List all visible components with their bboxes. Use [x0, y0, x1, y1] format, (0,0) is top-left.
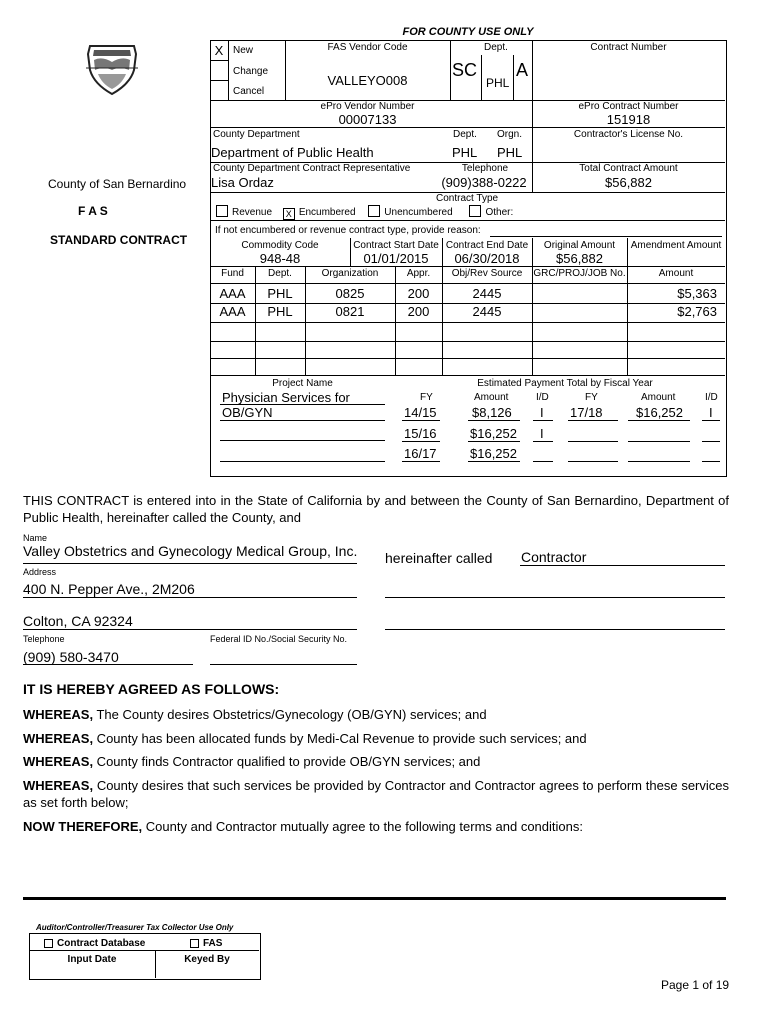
- new-label: New: [233, 45, 254, 56]
- col-organization: Organization: [321, 268, 379, 279]
- rep-name: Lisa Ordaz: [211, 175, 274, 190]
- contract-database: Contract Database: [44, 938, 145, 949]
- contractor-label: Contractor: [521, 549, 587, 565]
- contractor-name: Valley Obstetrics and Gynecology Medical Group, Inc.: [23, 543, 358, 559]
- commodity-label: Commodity Code: [241, 240, 319, 251]
- original-amount-label: Original Amount: [543, 240, 616, 251]
- county-seal: [80, 40, 144, 96]
- dept-code: PHL: [486, 76, 510, 90]
- dept2-label: Dept.: [453, 129, 477, 140]
- other-checkbox[interactable]: [469, 205, 481, 217]
- keyed-by-label: Keyed By: [184, 954, 230, 965]
- whereas-2: WHEREAS, County has been allocated funds by Medi-Cal Revenue to provide such services; and: [23, 731, 587, 746]
- telephone-label: Telephone: [461, 163, 509, 174]
- name-label: Name: [23, 533, 48, 543]
- county-dept-label: County Department: [213, 129, 300, 140]
- col-amount: Amount: [658, 268, 694, 279]
- revenue-label: Revenue: [232, 207, 273, 218]
- end-date: 06/30/2018: [454, 251, 520, 266]
- cancel-label: Cancel: [233, 86, 265, 97]
- telephone: (909)388-0222: [441, 175, 527, 190]
- dept-suffix: A: [516, 60, 529, 80]
- sc-code: SC: [452, 60, 478, 80]
- page-number: Page 1 of 19: [661, 978, 730, 992]
- fas-checkbox[interactable]: [190, 939, 199, 948]
- intro-paragraph: THIS CONTRACT is entered into in the State of California by and between the County of San Bernardino, Department of Public Health, hereinafter called the County, and: [23, 493, 729, 525]
- county-dept: Department of Public Health: [211, 145, 374, 160]
- contract-type-label: Contract Type: [436, 193, 499, 204]
- fy2-label: FY: [585, 392, 598, 403]
- original-amount: $56,882: [556, 251, 603, 266]
- unencumbered-checkbox[interactable]: [368, 205, 380, 217]
- whereas-1: WHEREAS, The County desires Obstetrics/Gynecology (OB/GYN) services; and: [23, 707, 487, 722]
- telephone-label-body: Telephone: [23, 634, 65, 644]
- project-line2: OB/GYN: [222, 405, 273, 420]
- project-name-label: Project Name: [272, 378, 333, 389]
- agreed-heading: IT IS HEREBY AGREED AS FOLLOWS:: [23, 681, 280, 697]
- federal-id-label: Federal ID No./Social Security No.: [210, 634, 348, 644]
- now-therefore: NOW THEREFORE, County and Contractor mutually agree to the following terms and conditions:: [23, 819, 583, 834]
- county-name: County of San Bernardino: [48, 177, 187, 191]
- footer-rule: [23, 897, 726, 900]
- col-fund: Fund: [221, 268, 244, 279]
- fas-title: F A S: [78, 204, 108, 218]
- contract-type-options: [216, 205, 513, 220]
- id-label: I/D: [536, 392, 549, 403]
- new-checkbox-mark[interactable]: X: [214, 43, 224, 58]
- epro-vendor-label: ePro Vendor Number: [320, 101, 415, 112]
- amount2-label: Amount: [641, 392, 676, 403]
- fy-label: FY: [420, 392, 433, 403]
- auditor-label: Auditor/Controller/Treasurer Tax Collector Use Only: [36, 923, 234, 932]
- address-line1: 400 N. Pepper Ave., 2M206: [23, 581, 195, 597]
- whereas-3: WHEREAS, County finds Contractor qualified to provide OB/GYN services; and: [23, 754, 481, 769]
- change-label: Change: [233, 66, 269, 77]
- id2-label: I/D: [705, 392, 718, 403]
- address-line2: Colton, CA 92324: [23, 613, 133, 629]
- rep-label: County Department Contract Representative: [213, 163, 411, 174]
- end-date-label: Contract End Date: [445, 240, 529, 251]
- estimated-payment-label: Estimated Payment Total by Fiscal Year: [477, 378, 653, 389]
- epro-vendor-number: 00007133: [338, 112, 397, 127]
- table-row: AAA PHL 0825 200 2445 $5,363: [219, 286, 717, 301]
- standard-contract-title: STANDARD CONTRACT: [50, 233, 188, 247]
- other-label: Other:: [485, 207, 514, 218]
- orgn-label: Orgn.: [497, 129, 523, 140]
- license-label: Contractor's License No.: [573, 129, 684, 140]
- input-date-label: Input Date: [67, 954, 117, 965]
- col-grc: GRC/PROJ/JOB No.: [533, 268, 626, 279]
- epro-contract-number: 151918: [606, 112, 651, 127]
- table-row: AAA PHL 0821 200 2445 $2,763: [219, 304, 717, 319]
- start-date-label: Contract Start Date: [353, 240, 439, 251]
- address-label: Address: [23, 567, 57, 577]
- encumbered-label: Encumbered: [298, 207, 356, 218]
- revenue-checkbox[interactable]: [216, 205, 228, 217]
- contract-database-checkbox[interactable]: [44, 939, 53, 948]
- project-line1: Physician Services for: [222, 390, 350, 405]
- whereas-4: WHEREAS, County desires that such services be provided by Contractor and Contractor agrees to perform these services as set forth below;: [23, 778, 729, 810]
- county-use-header: FOR COUNTY USE ONLY: [402, 26, 534, 38]
- fas-vendor-code: VALLEYO008: [327, 73, 408, 88]
- total-amount: $56,882: [605, 175, 652, 190]
- col-dept: Dept.: [268, 268, 292, 279]
- hereinafter-called: hereinafter called: [385, 550, 493, 566]
- fas-vendor-code-label: FAS Vendor Code: [327, 42, 408, 53]
- amount-label: Amount: [474, 392, 509, 403]
- col-appr: Appr.: [406, 268, 431, 279]
- reason-label: If not encumbered or revenue contract type, provide reason:: [215, 225, 481, 236]
- commodity-code: 948-48: [259, 251, 301, 266]
- col-obj: Obj/Rev Source: [451, 268, 523, 279]
- dept-label: Dept.: [484, 42, 508, 53]
- amendment-amount-label: Amendment Amount: [630, 240, 722, 251]
- contract-number-label: Contract Number: [590, 42, 667, 53]
- fas-check: FAS: [190, 938, 222, 949]
- encumbered-checkbox[interactable]: X: [283, 208, 295, 220]
- contractor-telephone: (909) 580-3470: [23, 649, 119, 665]
- orgn: PHL: [497, 145, 523, 160]
- start-date: 01/01/2015: [363, 251, 429, 266]
- total-label: Total Contract Amount: [579, 163, 678, 174]
- unencumbered-label: Unencumbered: [384, 207, 453, 218]
- dept2: PHL: [452, 145, 478, 160]
- epro-contract-label: ePro Contract Number: [578, 101, 679, 112]
